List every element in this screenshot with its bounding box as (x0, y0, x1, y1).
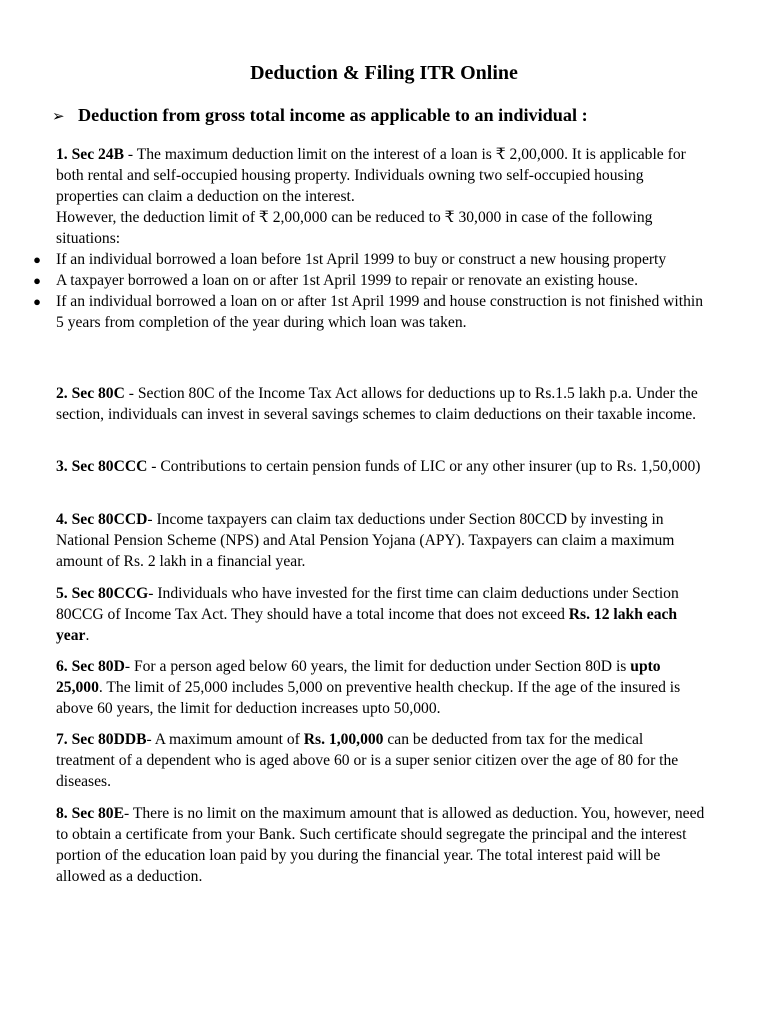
sec-80c-text: - Section 80C of the Income Tax Act allows for deductions up to Rs.1.5 lakh p.a. Under the section, individuals can invest in several savings schemes to claim deductions on their taxable income. (56, 385, 698, 423)
list-item-text: If an individual borrowed a loan before 1st April 1999 to buy or construct a new housing property (56, 251, 667, 268)
arrow-bullet-icon: ➢ (52, 109, 65, 125)
sec-80ccc-paragraph (56, 456, 706, 477)
sec-80e-text: - There is no limit on the maximum amount that is allowed as deduction. You, however, need to obtain a certificate from your Bank. Such certificate should segregate the principal and the interest portion of the education loan paid by you during the financial year. The total interest paid will be allowed as a deduction. (56, 805, 705, 885)
sec-80ddb-rest: can be deducted from tax for the medical treatment of a dependent who is aged above 60 or is a super senior citizen over the age of 80 for the diseases. (56, 731, 679, 790)
sec-80ccg-paragraph (56, 583, 706, 646)
sec-80ddb-amount: Rs. 1,00,000 (303, 731, 384, 748)
sec-80c-paragraph (56, 383, 706, 425)
sec-80c (56, 383, 706, 425)
page-title: Deduction & Filing ITR Online (250, 62, 518, 84)
sec-80ccc-text: - Contributions to certain pension funds of LIC or any other insurer (up to Rs. 1,50,000) (147, 458, 701, 475)
list-item-text: A taxpayer borrowed a loan on or after 1st April 1999 to repair or renovate an existing house. (56, 272, 638, 289)
sec-80ccg (56, 583, 706, 646)
sec-80e-paragraph (56, 803, 706, 887)
sec-80ddb-text: - A maximum amount of (146, 731, 304, 748)
section-heading (52, 103, 752, 129)
sec-80d-rest: . The limit of 25,000 includes 5,000 on preventive health checkup. If the age of the insured is above 60 years, the limit for deduction increases upto 50,000. (56, 679, 681, 717)
sec-80ddb (56, 729, 706, 792)
list-item (33, 291, 706, 333)
sec-80ccg-label: 5. Sec 80CCG (56, 585, 149, 602)
sec-80d-label: 6. Sec 80D (56, 658, 125, 675)
sec-80d (56, 656, 706, 719)
list-item (33, 249, 706, 270)
bullet-dot-icon: ● (33, 273, 41, 288)
sec-80ccd-label: 4. Sec 80CCD (56, 511, 148, 528)
sec-80ccg-income-limit: Rs. 12 lakh each year (56, 606, 678, 644)
bullet-dot-icon: ● (33, 252, 41, 267)
sec-80ccd-text: - Income taxpayers can claim tax deductions under Section 80CCD by investing in National Pension Scheme (NPS) and Atal Pension Yojana (APY). Taxpayers can claim a maximum amount of Rs. 2 lakh in a financial year. (56, 511, 675, 570)
sec-80e (56, 803, 706, 887)
bullet-dot-icon: ● (33, 294, 41, 309)
sec-24b-text: - The maximum deduction limit on the interest of a loan is ₹ 2,00,000. It is applicable for both rental and self-occupied housing property. Individuals owning two self-occupied housing properties can claim a deduction on the interest. (56, 146, 686, 205)
sec-80ccd (56, 509, 706, 572)
sec-80c-label: 2. Sec 80C (56, 385, 125, 402)
list-item (33, 270, 706, 291)
sec-80ccc (56, 456, 706, 477)
sec-24b-paragraph (56, 144, 706, 207)
sec-80e-label: 8. Sec 80E (56, 805, 125, 822)
sec-80d-limit: upto 25,000 (56, 658, 661, 696)
sec-80ccd-paragraph (56, 509, 706, 572)
sec-80ddb-label: 7. Sec 80DDB (56, 731, 147, 748)
sec-80ccg-text: - Individuals who have invested for the first time can claim deductions under Section 80CCG of Income Tax Act. They should have a total income that does not exceed (56, 585, 679, 623)
sec-24b-label: 1. Sec 24B (56, 146, 125, 163)
sec-24b (33, 144, 706, 333)
sec-80d-text: - For a person aged below 60 years, the limit for deduction under Section 80D is (124, 658, 631, 675)
sec-80ccc-label: 3. Sec 80CCC (56, 458, 148, 475)
sec-80d-paragraph (56, 656, 706, 719)
sec-80ccg-tail: . (85, 627, 90, 644)
sec-24b-extra: However, the deduction limit of ₹ 2,00,000 can be reduced to ₹ 30,000 in case of the following situations: (56, 209, 653, 247)
sec-24b-bullet-list (33, 249, 706, 333)
list-item-text: If an individual borrowed a loan on or after 1st April 1999 and house construction is not finished within 5 years from completion of the year during which loan was taken. (56, 293, 704, 331)
sec-80ddb-paragraph (56, 729, 706, 792)
section-heading-text: Deduction from gross total income as applicable to an individual : (78, 105, 588, 125)
